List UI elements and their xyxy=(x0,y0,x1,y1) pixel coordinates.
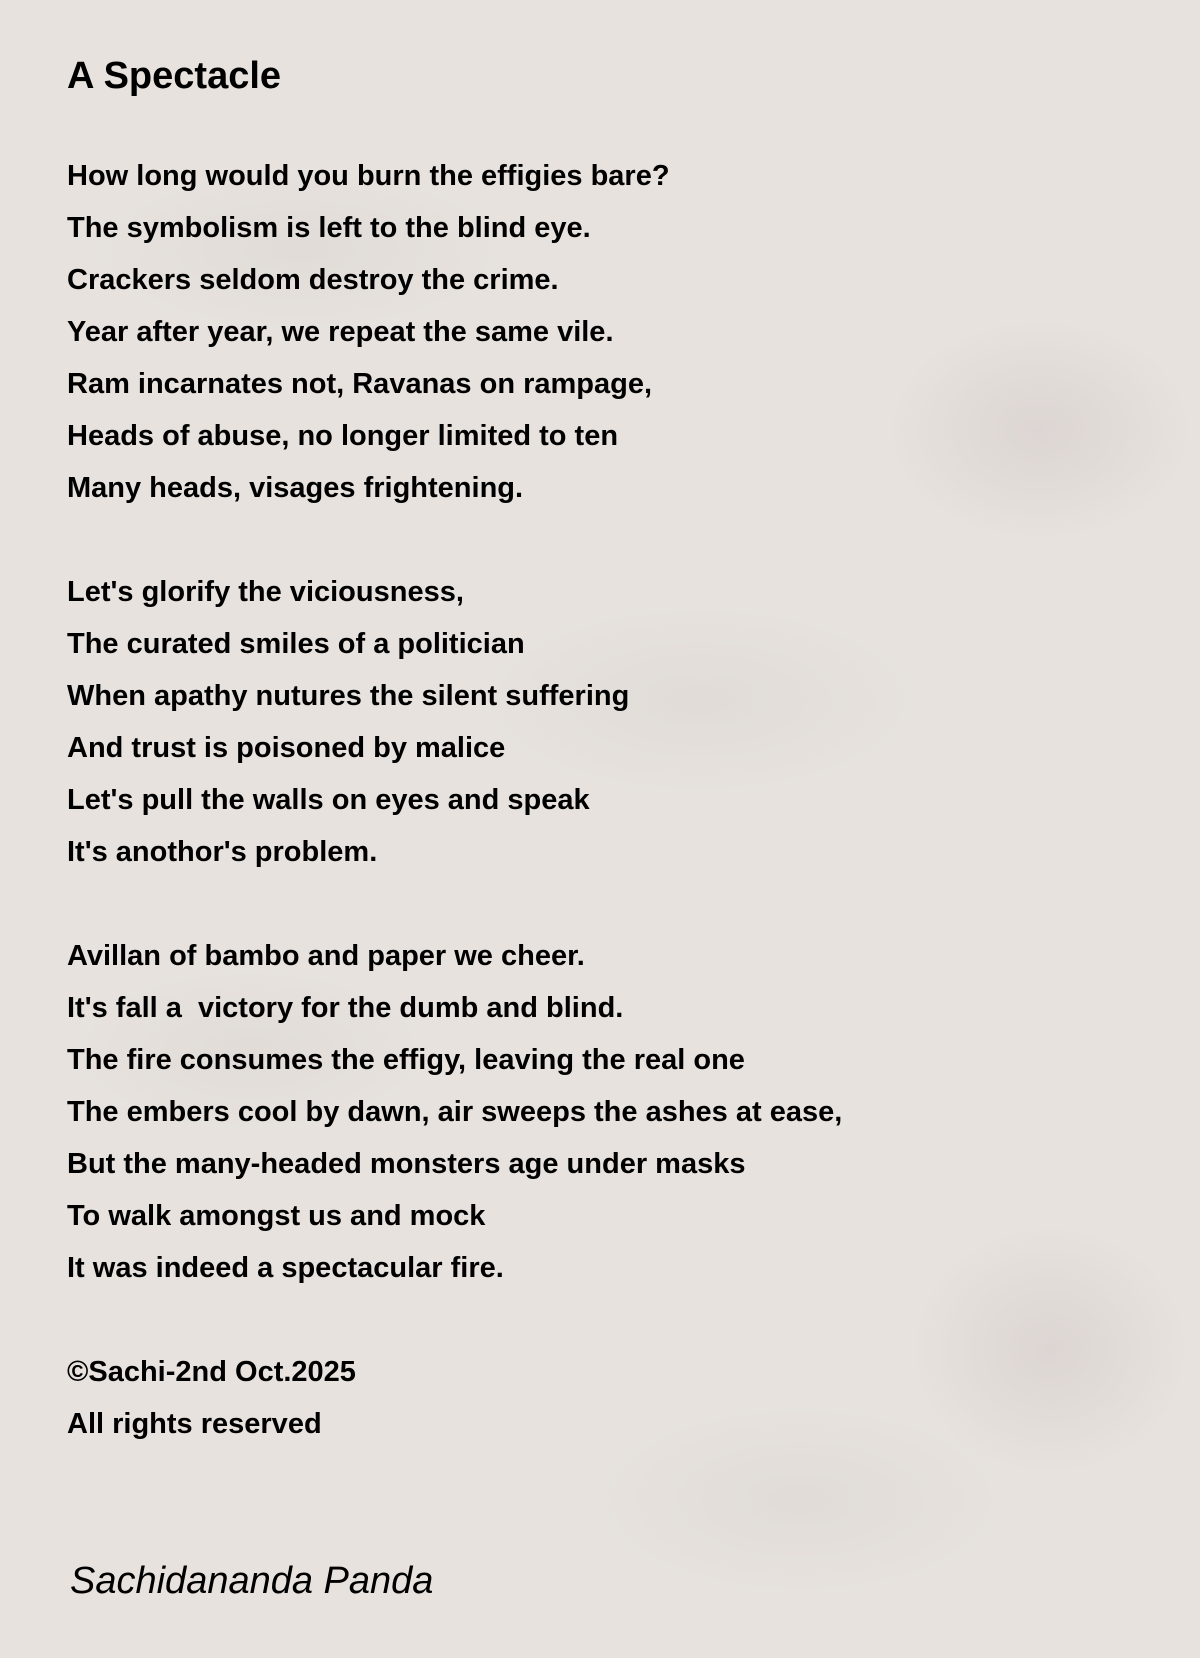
poem-line: But the many-headed monsters age under masks xyxy=(67,1148,746,1180)
poem-title: A Spectacle xyxy=(67,55,282,97)
stanza-divider xyxy=(67,878,1147,930)
stanza-divider xyxy=(67,514,1147,566)
poem-line: The embers cool by dawn, air sweeps the ashes at ease, xyxy=(67,1096,843,1128)
poem-line: Year after year, we repeat the same vile. xyxy=(67,316,614,348)
poem-line: Crackers seldom destroy the crime. xyxy=(67,264,559,296)
poem-line: To walk amongst us and mock xyxy=(67,1200,486,1232)
poem-line: Avillan of bambo and paper we cheer. xyxy=(67,940,585,972)
copyright-line: ©Sachi-2nd Oct.2025 xyxy=(67,1356,356,1388)
poem-line: It's fall a victory for the dumb and blind. xyxy=(67,992,624,1024)
poem-line: The curated smiles of a politician xyxy=(67,628,525,660)
poem-line: Heads of abuse, no longer limited to ten xyxy=(67,420,619,452)
copyright-block xyxy=(67,1346,1147,1450)
rights-line: All rights reserved xyxy=(67,1408,322,1440)
poem-line: Let's pull the walls on eyes and speak xyxy=(67,784,590,816)
author-name: Sachidananda Panda xyxy=(70,1560,434,1602)
poem-line: The symbolism is left to the blind eye. xyxy=(67,212,591,244)
poem-line: When apathy nutures the silent suffering xyxy=(67,680,630,712)
poem-line: It was indeed a spectacular fire. xyxy=(67,1252,504,1284)
poem-line: The fire consumes the effigy, leaving the real one xyxy=(67,1044,745,1076)
stanza-1 xyxy=(67,150,1147,514)
poem-line: And trust is poisoned by malice xyxy=(67,732,506,764)
stanza-3 xyxy=(67,930,1147,1294)
poem-line: It's anothor's problem. xyxy=(67,836,378,868)
stanza-divider xyxy=(67,1294,1147,1346)
poem-line: How long would you burn the effigies bare? xyxy=(67,160,670,192)
poem-line: Ram incarnates not, Ravanas on rampage, xyxy=(67,368,653,400)
poem-line: Many heads, visages frightening. xyxy=(67,472,524,504)
poem-line: Let's glorify the viciousness, xyxy=(67,576,464,608)
poem-body xyxy=(67,150,1147,1450)
stanza-2 xyxy=(67,566,1147,878)
